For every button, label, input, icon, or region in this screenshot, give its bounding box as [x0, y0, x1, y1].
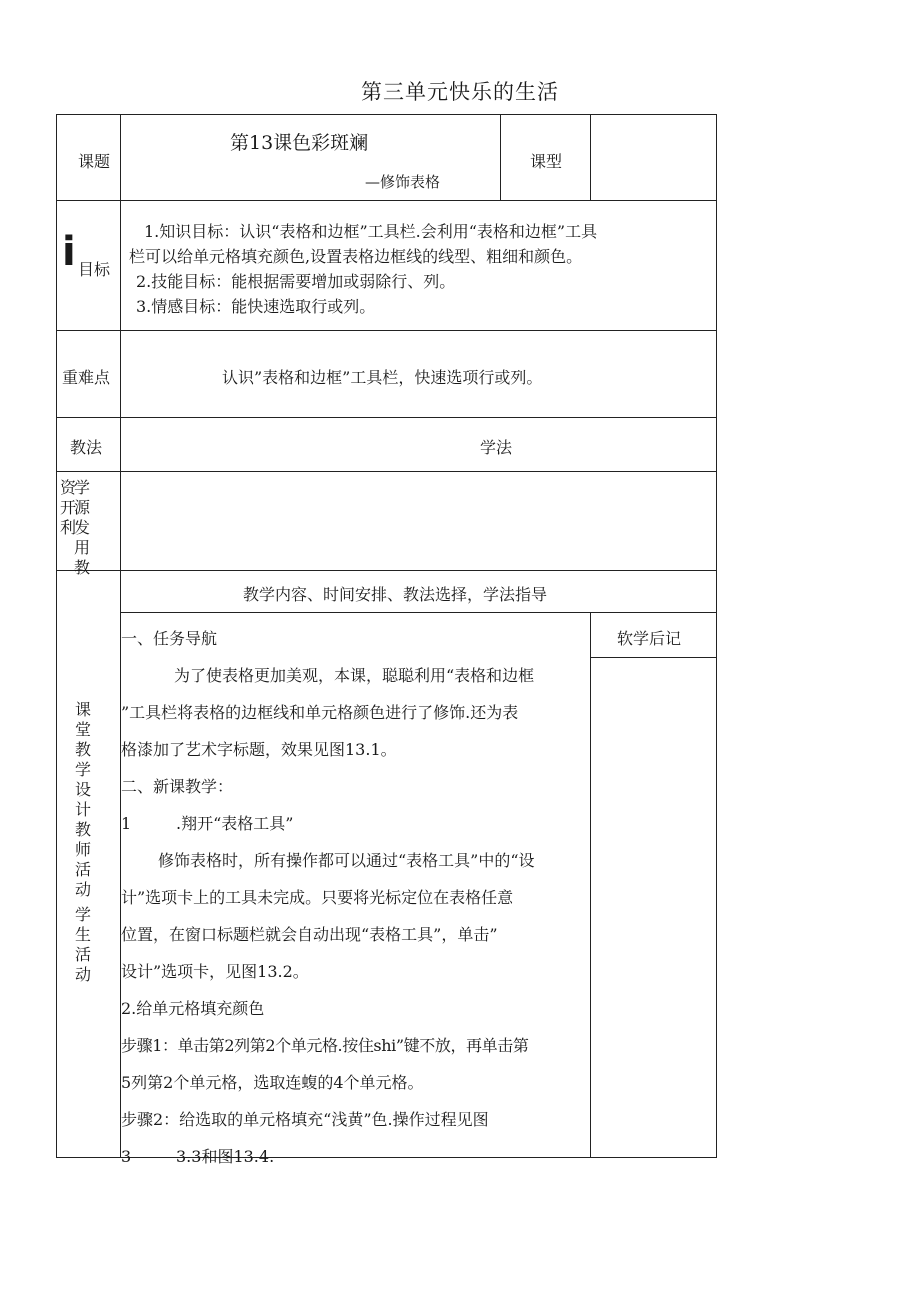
objective-line: 2.技能目标：能根据需要增加或弱除行、列。	[136, 272, 456, 291]
table-border-left	[56, 114, 57, 1158]
notes-column-divider	[590, 612, 591, 1158]
notes-divider	[590, 657, 717, 658]
page-title: 第三单元快乐的生活	[361, 80, 559, 104]
row-divider	[56, 417, 717, 418]
objectives-label: 目标	[78, 260, 111, 279]
row-divider	[56, 330, 717, 331]
content-line: 设计”选项卡，见图13.2。	[121, 962, 309, 981]
topic-label: 课题	[78, 152, 111, 171]
content-line: ”工具栏将表格的边框线和单元格颜色进行了修饰.还为表	[121, 703, 519, 722]
objective-line: 1.知识目标：认识“表格和边框”工具栏.会利用“表格和边框”工具	[144, 222, 598, 241]
content-line: 一、任务导航	[121, 629, 218, 648]
table-border-right	[716, 114, 717, 1158]
content-line: 步骤2：给选取的单元格填充“浅黄”色.操作过程见图	[121, 1110, 489, 1129]
learning-method-label: 学法	[480, 438, 513, 457]
lesson-subtitle: —修饰表格	[365, 173, 441, 191]
notes-header: 软学后记	[617, 629, 682, 648]
content-line: 3	[121, 1147, 132, 1166]
objective-line: 3.情感目标：能快速选取行或列。	[136, 297, 376, 316]
objectives-marker: i	[62, 229, 76, 275]
student-activity-label: 学生活动	[74, 905, 91, 984]
content-line: 3.3和图13.4.	[176, 1147, 275, 1166]
design-side-label: 课堂教学设计教师活动	[74, 700, 91, 899]
row-divider	[120, 612, 717, 613]
content-line: 步骤1：单击第2列第2个单元格.按住shi”键不放，再单击第	[121, 1036, 529, 1055]
table-border-bottom	[56, 1157, 717, 1158]
content-line: 位置，在窗口标题栏就会自动出现“表格工具”，单击”	[121, 925, 498, 944]
content-line: 为了使表格更加美观，本课，聪聪利用“表格和边框	[174, 666, 535, 685]
lesson-title: 第13课色彩斑斓	[230, 132, 369, 154]
content-line: 修饰表格时，所有操作都可以通过“表格工具”中的“设	[158, 851, 535, 870]
content-line: 5列第2个单元格，选取连蝮的4个单元格。	[121, 1073, 424, 1092]
key-points-label: 重难点	[62, 368, 111, 387]
objective-line: 栏可以给单元格填充颜色,设置表格边框线的线型、粗细和颜色。	[129, 247, 583, 266]
content-line: 2.给单元格填充颜色	[121, 999, 265, 1018]
content-line: 格漆加了艺术字标题，效果见图13.1。	[121, 740, 397, 759]
table-border-top	[56, 114, 717, 115]
resources-label-col1: 资开利	[59, 478, 76, 537]
column-divider	[500, 114, 501, 201]
content-line: 计”选项卡上的工具未完成。只要将光标定位在表格任意	[121, 888, 514, 907]
row-divider	[56, 570, 717, 571]
design-section-header: 教学内容、时间安排、教法选择，学法指导	[243, 585, 548, 604]
resources-label-col2: 学源发用教	[73, 478, 90, 577]
teaching-method-label: 教法	[70, 438, 103, 457]
type-label: 课型	[530, 152, 563, 171]
column-divider	[590, 114, 591, 201]
content-line: 1	[121, 814, 132, 833]
content-line: .翔开“表格工具”	[176, 814, 294, 833]
row-divider	[56, 200, 717, 201]
content-line: 二、新课教学：	[121, 777, 234, 796]
row-divider	[56, 471, 717, 472]
key-points-text: 认识”表格和边框”工具栏，快速选项行或列。	[222, 368, 543, 387]
